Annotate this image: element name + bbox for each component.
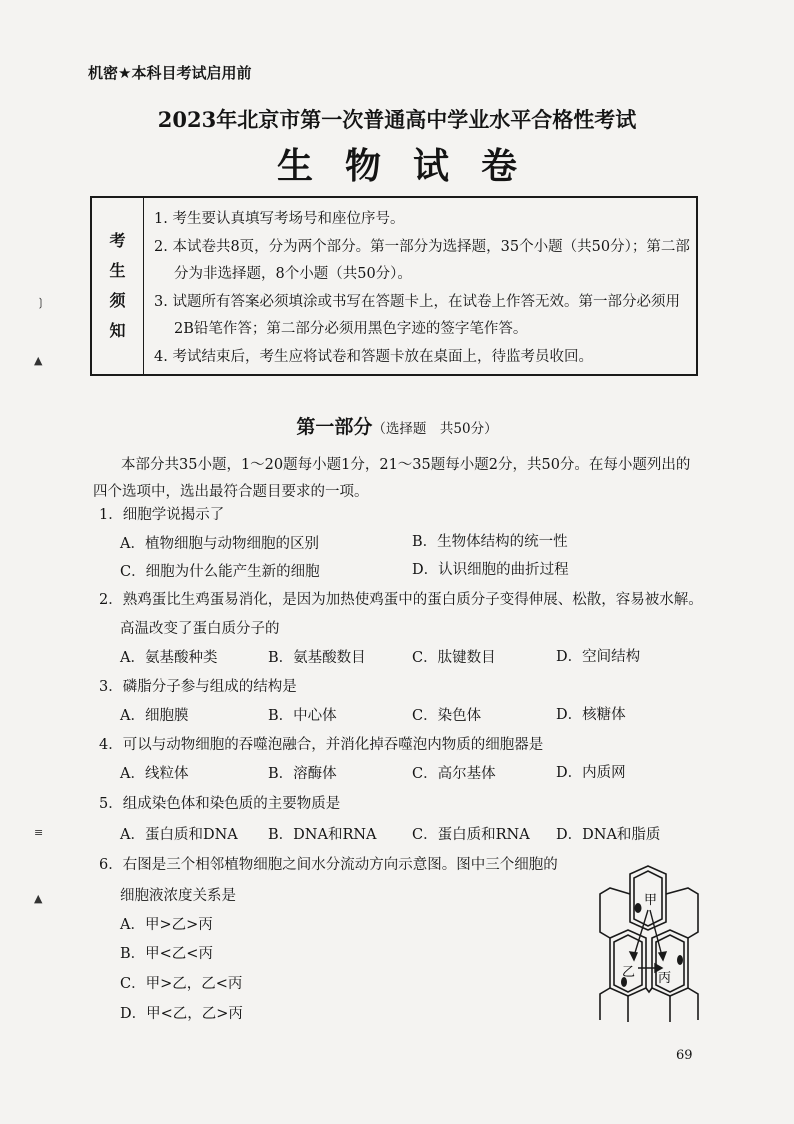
part-intro: 本部分共35小题，1～20题每小题1分，21～35题每小题2分，共50分。在每小题列出的四个选项中，选出最符合题目要求的一项。 [93,457,691,500]
margin-mark: ≡ [34,826,44,839]
page-number: 69 [676,1048,693,1063]
question-stem: 1．细胞学说揭示了 [99,507,225,523]
cell-label-jia: 甲 [644,893,658,908]
question-stem-cont: 高温改变了蛋白质分子的 [120,621,280,637]
margin-mark: ▲ [34,892,43,905]
margin-mark: ▲ [34,354,43,367]
notice-label-char: 须 [109,291,126,310]
question-stem: 6．右图是三个相邻植物细胞之间水分流动方向示意图。图中三个细胞的 [99,857,558,873]
cell-label-yi: 乙 [622,965,636,980]
question-option: A．线粒体 [120,766,189,782]
question-option: B．中心体 [268,708,337,724]
exam-title: 2023年北京市第一次普通高中学业水平合格性考试 [157,107,637,132]
nucleus-top [635,903,642,913]
question-option: C．细胞为什么能产生新的细胞 [120,564,320,580]
question-option: B．氨基酸数目 [268,650,366,666]
question-stem: 4．可以与动物细胞的吞噬泡融合，并消化掉吞噬泡内物质的细胞器是 [99,737,544,753]
question-stem: 3．磷脂分子参与组成的结构是 [99,679,297,695]
question-option: D．认识细胞的曲折过程 [412,562,569,578]
question-option: C．高尔基体 [412,766,496,782]
cell-outline-neighbor [646,988,652,992]
part-title-sub: （选择题 共50分） [372,421,498,437]
notice-item: 4. 考试结束后，考生应将试卷和答题卡放在桌面上，待监考员收回。 [154,348,593,365]
notice-list [154,206,690,371]
question-option: B．生物体结构的统一性 [412,534,568,550]
nucleus-right [677,955,683,965]
margin-mark: ❳ [36,296,46,309]
notice-label [92,198,144,374]
part-title-main: 第一部分 [296,416,373,438]
question-option: D．内质网 [556,765,626,781]
notice-label-char: 考 [109,231,126,250]
question-option: D．甲<乙，乙>丙 [120,1006,243,1022]
question-option: A．植物细胞与动物细胞的区别 [120,536,319,552]
question-option: A．蛋白质和DNA [120,827,238,843]
subject-title: 生物试卷 [276,145,549,187]
question-option: C．染色体 [412,708,482,724]
notice-item: 1. 考生要认真填写考场号和座位序号。 [154,211,405,227]
cell-outline-neighbor [600,988,610,1020]
question-option: B．溶酶体 [268,766,337,782]
question-option: D．DNA和脂质 [556,827,661,843]
notice-label-char: 知 [109,321,126,340]
notice-box [90,196,698,376]
notice-item: 3. 试题所有答案必须填涂或书写在答题卡上，在试卷上作答无效。第一部分必须用2B铅笔作答；第二部分必须用黑色字迹的签字笔作答。 [154,293,680,337]
question-option: A．细胞膜 [120,708,189,724]
question-stem: 5．组成染色体和染色质的主要物质是 [99,796,341,812]
question-stem: 2．熟鸡蛋比生鸡蛋易消化，是因为加热使鸡蛋中的蛋白质分子变得伸展、松散，容易被水解。 [99,592,703,608]
question-option: B．甲<乙<丙 [120,946,213,962]
question-option: A．氨基酸种类 [120,650,218,666]
question-option: A．甲>乙>丙 [120,917,213,933]
question-option: B．DNA和RNA [268,827,377,843]
cell-outline-neighbor [688,988,698,1020]
part-title [0,412,794,439]
question-stem-cont: 细胞液浓度关系是 [120,888,236,904]
confidential-label: 机密★本科目考试启用前 [88,64,252,82]
question-option: C．甲>乙，乙<丙 [120,976,243,992]
arrowhead [630,952,637,960]
notice-item: 2. 本试卷共8页，分为两个部分。第一部分为选择题，35个小题（共50分）；第二部分为非选择题，8个小题（共50分）。 [154,238,690,282]
question-option: D．空间结构 [556,649,641,665]
question-option: C．蛋白质和RNA [412,827,530,843]
question-option: C．肽键数目 [412,650,496,666]
arrowhead [659,952,666,960]
cell-label-bing: 丙 [658,971,672,986]
notice-label-char: 生 [109,261,126,280]
question-option: D．核糖体 [556,707,626,723]
plant-cells-diagram [596,864,700,1024]
